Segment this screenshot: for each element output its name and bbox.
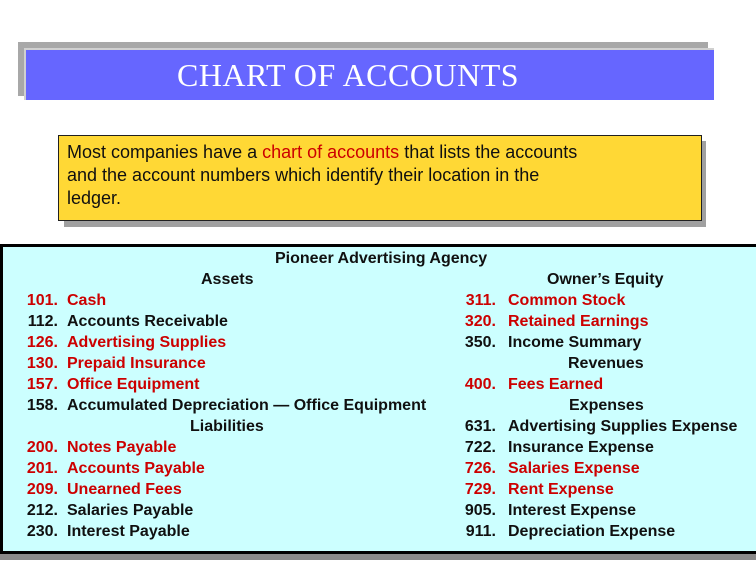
company-name: Pioneer Advertising Agency bbox=[275, 250, 488, 267]
right-account-number: 400. bbox=[464, 376, 496, 393]
right-account-number: 726. bbox=[464, 460, 496, 477]
note-highlight: chart of accounts bbox=[262, 142, 400, 162]
right-account-name: Depreciation Expense bbox=[508, 523, 676, 540]
page-title: CHART OF ACCOUNTS bbox=[176, 56, 520, 93]
note-text-line1-end: that lists the accounts bbox=[399, 142, 578, 162]
ledger-panel-shadow bbox=[0, 554, 756, 560]
left-account-number: 209. bbox=[26, 481, 58, 498]
right-account-number: 722. bbox=[464, 439, 496, 456]
left-account-number: 212. bbox=[26, 502, 58, 519]
right-account-name: Rent Expense bbox=[508, 481, 614, 498]
right-account-number: 905. bbox=[464, 502, 496, 519]
heading-owners-equity: Owner’s Equity bbox=[547, 271, 664, 288]
heading-assets: Assets bbox=[201, 271, 254, 288]
right-account-number: 311. bbox=[465, 292, 496, 309]
left-account-name: Interest Payable bbox=[67, 523, 190, 540]
left-account-name: Cash bbox=[67, 292, 107, 309]
right-account-number: 631. bbox=[464, 418, 496, 435]
left-account-number: 101. bbox=[26, 292, 58, 309]
left-account-number: 201. bbox=[26, 460, 58, 477]
right-account-name: Salaries Expense bbox=[508, 460, 640, 477]
right-account-number: 911. bbox=[465, 523, 496, 540]
right-account-number: 350. bbox=[464, 334, 496, 351]
left-account-number: 158. bbox=[26, 397, 58, 414]
heading-liabilities: Liabilities bbox=[190, 418, 264, 435]
right-account-name: Interest Expense bbox=[508, 502, 637, 519]
right-account-name: Retained Earnings bbox=[508, 313, 649, 330]
intro-note bbox=[58, 135, 702, 221]
left-account-number: 230. bbox=[26, 523, 58, 540]
note-text-line3: ledger. bbox=[67, 188, 122, 208]
right-account-name: Fees Earned bbox=[508, 376, 604, 393]
left-account-name: Office Equipment bbox=[67, 376, 200, 393]
left-account-number: 200. bbox=[26, 439, 58, 456]
left-account-name: Prepaid Insurance bbox=[67, 355, 206, 372]
heading-expenses: Expenses bbox=[569, 397, 644, 414]
left-account-name: Salaries Payable bbox=[67, 502, 194, 519]
left-account-name: Accounts Receivable bbox=[67, 313, 228, 330]
left-account-name: Advertising Supplies bbox=[67, 334, 227, 351]
heading-revenues: Revenues bbox=[568, 355, 644, 372]
left-account-name: Accounts Payable bbox=[67, 460, 205, 477]
left-account-name: Notes Payable bbox=[67, 439, 177, 456]
left-account-number: 126. bbox=[26, 334, 58, 351]
left-account-number: 130. bbox=[26, 355, 58, 372]
title-banner bbox=[24, 48, 714, 100]
right-account-name: Advertising Supplies Expense bbox=[508, 418, 738, 435]
left-account-number: 157. bbox=[26, 376, 58, 393]
right-account-name: Insurance Expense bbox=[508, 439, 654, 456]
left-account-name: Unearned Fees bbox=[67, 481, 182, 498]
left-account-number: 112. bbox=[27, 313, 58, 330]
right-account-name: Income Summary bbox=[508, 334, 642, 351]
note-text-start: Most companies have a bbox=[67, 142, 263, 162]
right-account-number: 729. bbox=[464, 481, 496, 498]
right-account-number: 320. bbox=[464, 313, 496, 330]
left-account-name: Accumulated Depreciation — Office Equipment bbox=[67, 397, 427, 414]
note-text-line2: and the account numbers which identify their location in the bbox=[67, 165, 540, 185]
right-account-name: Common Stock bbox=[508, 292, 626, 309]
